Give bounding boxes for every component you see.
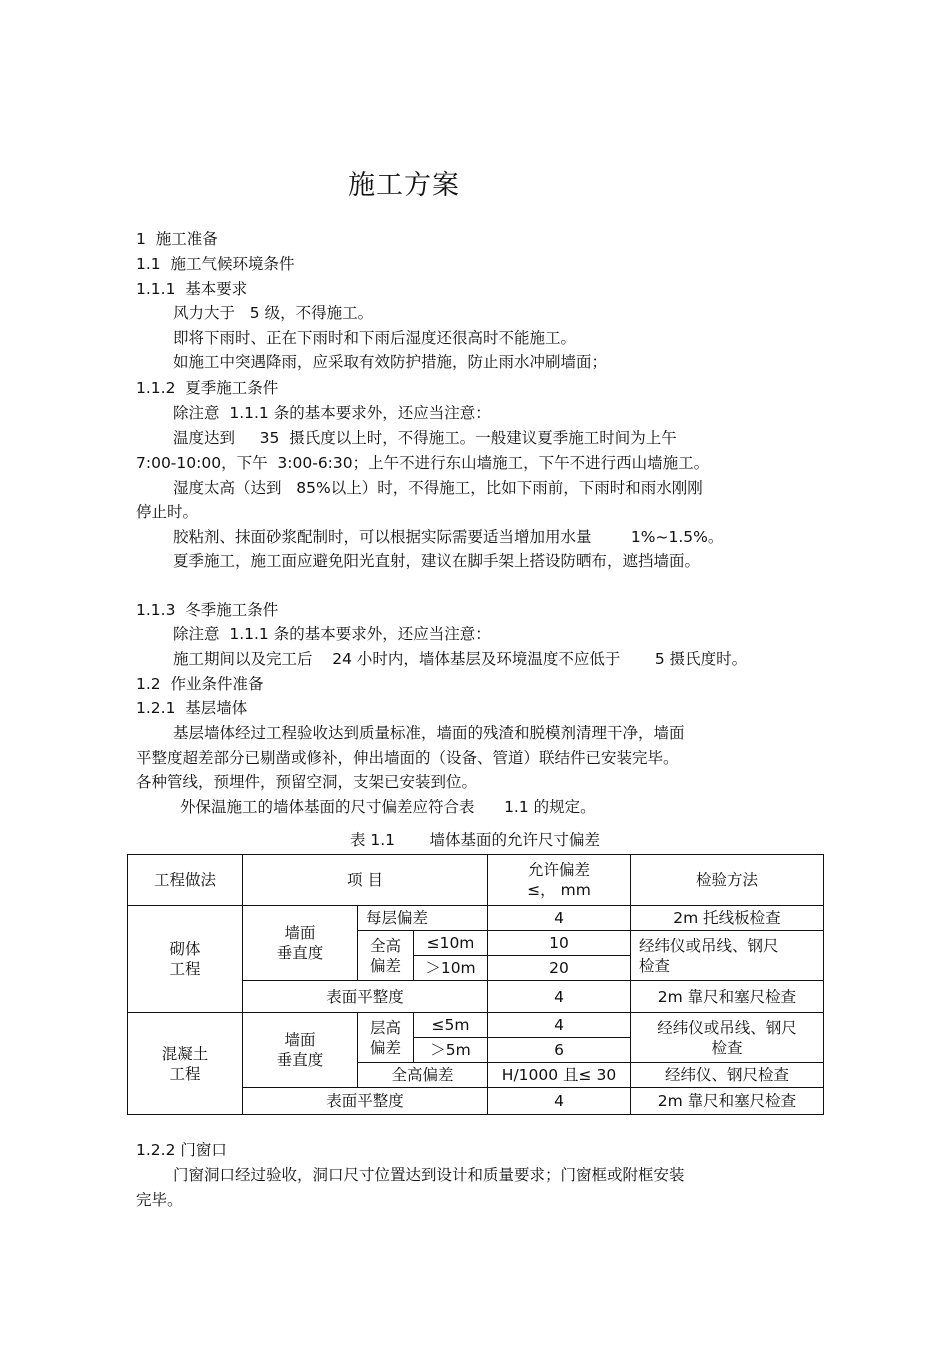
tolerance-table [127, 854, 824, 1115]
page-title: 施工方案 [348, 170, 460, 201]
header-tolerance [488, 855, 631, 906]
gt5-value: 6 [488, 1038, 631, 1063]
heading-1-1: 1.1 施工气候环境条件 [136, 255, 295, 273]
layer-height-label: 层高 偏差 [358, 1013, 414, 1063]
paragraph-line: 门窗洞口经过验收，洞口尺寸位置达到设计和质量要求；门窗框或附框安装 [173, 1166, 685, 1184]
heading-1-1-3: 1.1.3 冬季施工条件 [136, 601, 279, 619]
paragraph-line: 基层墙体经过工程验收达到质量标准，墙面的残渣和脱模剂清理干净，墙面 [173, 724, 685, 742]
per-floor-label: 每层偏差 [358, 906, 488, 931]
heading-1-1-1: 1.1.1 基本要求 [136, 280, 248, 298]
table-caption: 表 1.1 墙体基面的允许尺寸偏差 [349, 831, 601, 849]
heading-1-1-2: 1.1.2 夏季施工条件 [136, 379, 279, 397]
paragraph-line: 外保温施工的墙体基面的尺寸偏差应符合表 1.1 的规定。 [180, 798, 596, 816]
le5-label: ≤5m [414, 1013, 488, 1038]
table-row [128, 1013, 824, 1038]
le10-label: ≤10m [414, 931, 488, 956]
header-tolerance-unit: ≤， mm [527, 881, 591, 899]
heading-1: 1 施工准备 [136, 230, 218, 248]
masonry-flatness-label: 表面平整度 [243, 981, 488, 1013]
paragraph-line: 夏季施工，施工面应避免阳光直射，建议在脚手架上搭设防晒布，遮挡墙面。 [173, 552, 701, 570]
full-height-method: 经纬仪或吊线、钢尺 检查 [631, 931, 824, 981]
masonry-flatness-value: 4 [488, 981, 631, 1013]
concrete-label: 混凝土 工程 [128, 1013, 243, 1115]
header-method: 工程做法 [128, 855, 243, 906]
per-floor-method: 2m 托线板检查 [631, 906, 824, 931]
header-tolerance-label: 允许偏差 [527, 861, 590, 879]
concrete-flatness-value: 4 [488, 1088, 631, 1115]
masonry-wall-verticality: 墙面 垂直度 [243, 906, 358, 981]
paragraph-line: 停止时。 [136, 503, 199, 521]
layer-height-method: 经纬仪或吊线、钢尺 检查 [631, 1013, 824, 1063]
paragraph-line: 如施工中突遇降雨，应采取有效防护措施，防止雨水冲刷墙面； [173, 353, 608, 371]
paragraph-line: 施工期间以及完工后 24 小时内，墙体基层及环境温度不应低于 5 摄氏度时。 [173, 650, 748, 668]
masonry-flatness-method: 2m 靠尺和塞尺检查 [631, 981, 824, 1013]
paragraph-line: 平整度超差部分已剔凿或修补，伸出墙面的（设备、管道）联结件已安装完毕。 [136, 749, 679, 767]
table-row [128, 906, 824, 931]
gt10-value: 20 [488, 956, 631, 981]
masonry-label: 砌体 工程 [128, 906, 243, 1013]
le10-value: 10 [488, 931, 631, 956]
paragraph-line: 除注意 1.1.1 条的基本要求外，还应当注意： [173, 625, 491, 643]
paragraph-line: 各种管线，预埋件，预留空洞，支架已安装到位。 [136, 773, 478, 791]
table-header-row [128, 855, 824, 906]
paragraph-line: 风力大于 5 级，不得施工。 [173, 304, 374, 322]
concrete-flatness-method: 2m 靠尺和塞尺检查 [631, 1088, 824, 1115]
paragraph-line: 即将下雨时、正在下雨时和下雨后湿度还很高时不能施工。 [173, 329, 577, 347]
concrete-full-height-value: H/1000 且≤ 30 [488, 1063, 631, 1088]
concrete-full-height-method: 经纬仪、钢尺检查 [631, 1063, 824, 1088]
paragraph-line: 7:00-10:00，下午 3:00-6:30；上午不进行东山墙施工，下午不进行西山墙施工。 [136, 454, 710, 472]
header-item: 项 目 [243, 855, 488, 906]
gt10-label: ＞10m [414, 956, 488, 981]
concrete-wall-verticality: 墙面 垂直度 [243, 1013, 358, 1088]
full-height-label: 全高 偏差 [358, 931, 414, 981]
paragraph-line: 温度达到 35 摄氏度以上时，不得施工。一般建议夏季施工时间为上午 [173, 429, 677, 447]
heading-1-2-1: 1.2.1 基层墙体 [136, 699, 248, 717]
paragraph-line: 完毕。 [136, 1191, 183, 1209]
paragraph-line: 除注意 1.1.1 条的基本要求外，还应当注意： [173, 404, 491, 422]
le5-value: 4 [488, 1013, 631, 1038]
concrete-full-height-label: 全高偏差 [358, 1063, 488, 1088]
concrete-flatness-label: 表面平整度 [243, 1088, 488, 1115]
gt5-label: ＞5m [414, 1038, 488, 1063]
header-inspection: 检验方法 [631, 855, 824, 906]
heading-1-2-2: 1.2.2 门窗口 [136, 1141, 227, 1159]
per-floor-value: 4 [488, 906, 631, 931]
heading-1-2: 1.2 作业条件准备 [136, 675, 264, 693]
paragraph-line: 湿度太高（达到 85%以上）时，不得施工，比如下雨前，下雨时和雨水刚刚 [173, 479, 703, 497]
paragraph-line: 胶粘剂、抹面砂浆配制时，可以根据实际需要适当增加用水量 1%~1.5%。 [173, 528, 724, 546]
